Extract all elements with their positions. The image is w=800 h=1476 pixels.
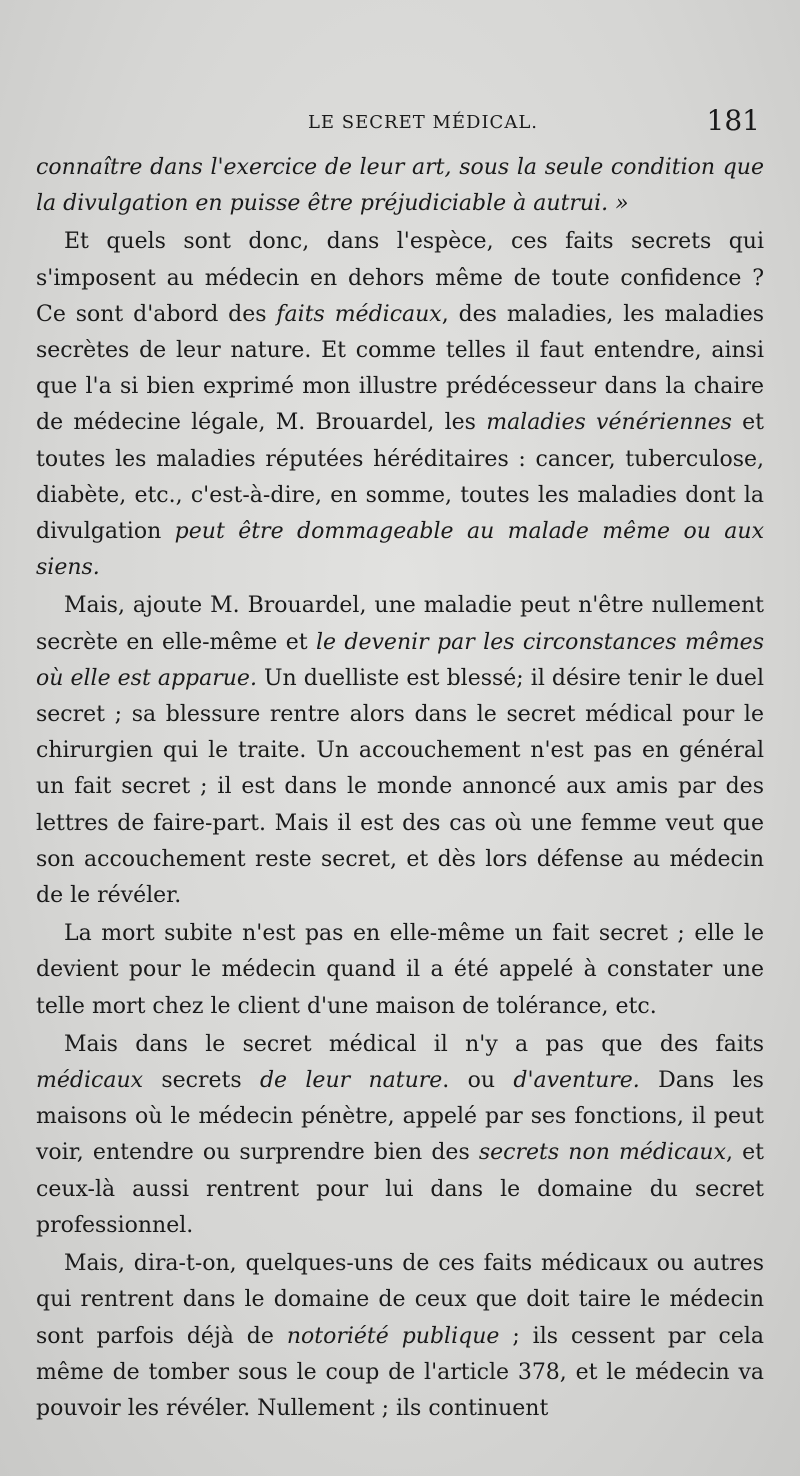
text-run: et toutes les maladies réputées héréditaires : cancer, tuberculose, diabète, etc., c'est-à-dire, en somme, toutes les maladies dont la divulgation — [36, 410, 764, 545]
text-run: Mais, dira-t-on, quelques-uns de ces faits médicaux ou autres qui rentrent dans le domaine de ceux que doit taire le médecin sont parfois déjà de — [36, 1251, 764, 1349]
text-run: secrets — [143, 1068, 260, 1094]
italic-run: d'aventure. — [513, 1068, 640, 1094]
paragraph-5 — [36, 1027, 764, 1244]
body-text — [36, 150, 764, 1427]
paragraph-4 — [36, 916, 764, 1025]
italic-run: notoriété publique — [286, 1323, 500, 1349]
text-run: Dans les maisons où le médecin pénètre, appelé par ses fonctions, il peut voir, entendre ou surprendre bien des — [36, 1068, 764, 1166]
text-run: Un duelliste est blessé; il désire tenir le duel secret ; sa blessure rentre alors dans le secret médical pour le chirurgien qui le traite. Un accouchement n'est pas en général un fait secret ; il est dans le monde annoncé aux amis par des lettres de faire-part. Mais il est des cas où une femme veut que son accouchement reste secret, et dès lors défense au médecin de le révéler. — [36, 665, 764, 909]
italic-run: secrets non médicaux — [478, 1140, 726, 1166]
paragraph-2 — [36, 224, 764, 586]
page-number: 181 — [706, 104, 760, 137]
running-title: LE SECRET MÉDICAL. — [307, 112, 539, 133]
italic-run: médicaux — [36, 1068, 144, 1094]
paragraph-3 — [36, 588, 764, 914]
text-run: Et quels sont donc, dans l'espèce, ces faits secrets qui s'imposent au médecin en dehors même de toute confidence ? Ce sont d'abord des — [36, 229, 764, 327]
paragraph-6 — [36, 1246, 764, 1427]
paragraph-1 — [36, 150, 764, 222]
italic-run: maladies vénériennes — [486, 410, 732, 436]
text-run: , des maladies, les maladies secrètes de leur nature. Et comme telles il faut entendre, ainsi que l'a si bien exprimé mon illustre prédécesseur dans la chaire de médecine légale, M. Brouardel, les — [36, 301, 764, 436]
text-run: . ou — [442, 1068, 514, 1094]
text-run: Mais, ajoute M. Brouardel, une maladie peut n'être nullement secrète en elle-même et — [36, 593, 764, 655]
page-header — [36, 100, 760, 148]
italic-run: peut être dommageable au malade même ou aux siens. — [36, 519, 764, 581]
italic-run: faits médicaux — [276, 301, 442, 327]
text-run: Mais dans le secret médical il n'y a pas que des faits — [64, 1031, 764, 1057]
italic-run: le devenir par les circonstances mêmes où elle est apparue. — [36, 629, 764, 691]
italic-run: de leur nature — [259, 1068, 443, 1094]
text-run: La mort subite n'est pas en elle-même un fait secret ; elle le devient pour le médecin quand il a été appelé à constater une telle mort chez le client d'une maison de tolérance, etc. — [36, 921, 764, 1019]
quotation-end: connaître dans l'exercice de leur art, sous la seule condition que la divulgation en puisse être préjudiciable à autrui. » — [36, 155, 764, 217]
text-run: , et ceux-là aussi rentrent pour lui dans le domaine du secret professionnel. — [36, 1140, 764, 1238]
text-run: ; ils cessent par cela même de tomber sous le coup de l'article 378, et le médecin va pouvoir les révéler. Nullement ; ils continuent — [36, 1323, 765, 1421]
